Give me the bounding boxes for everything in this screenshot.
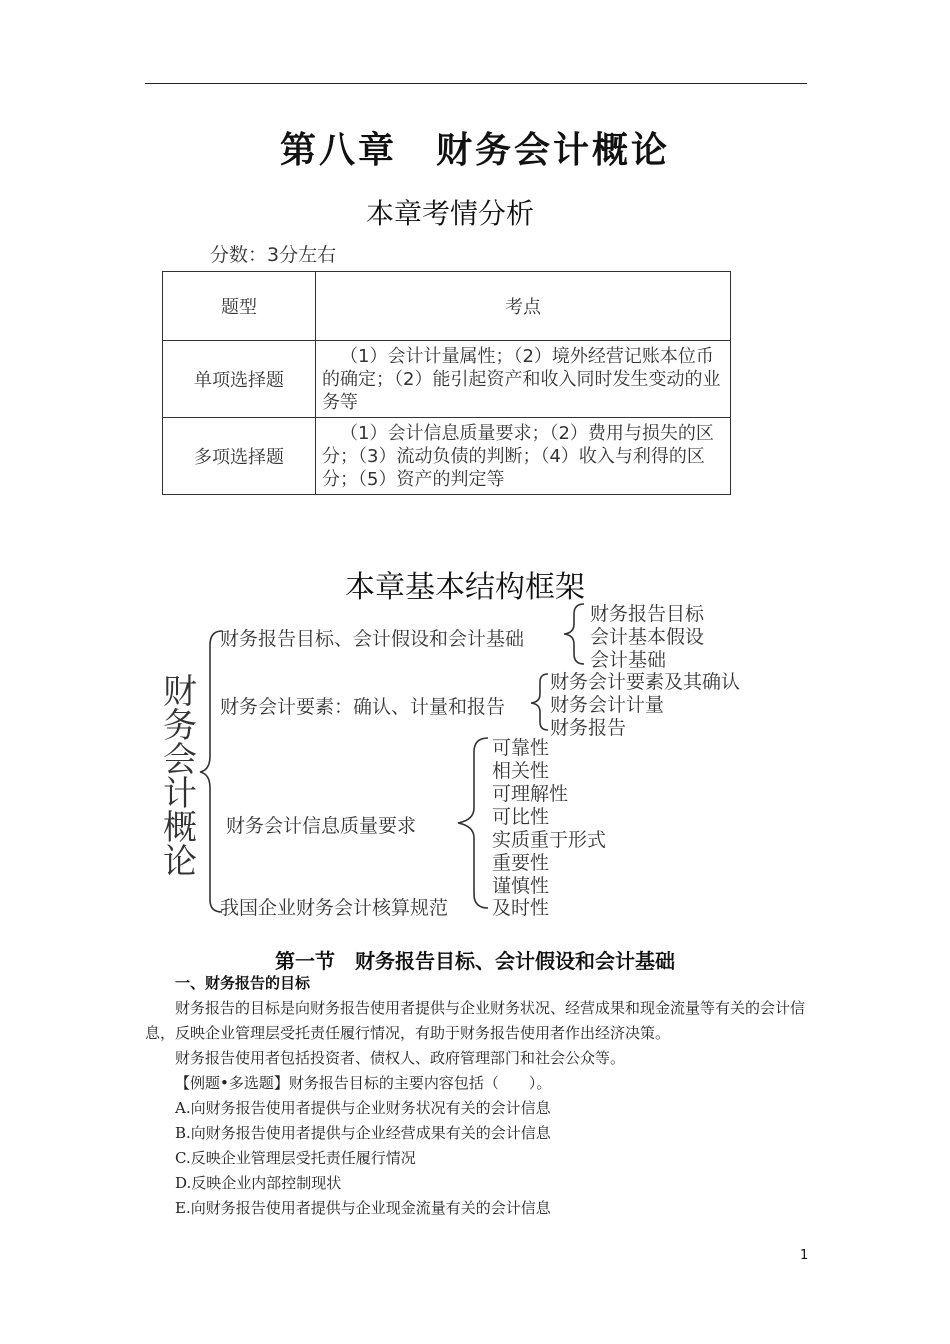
branch-label: 财务报告目标、会计假设和会计基础: [220, 628, 525, 650]
root-char: 计: [163, 774, 197, 814]
leaf-item: 可比性: [492, 806, 550, 828]
option-d: D.反映企业内部控制现状: [175, 1174, 342, 1192]
score-text: 分数：3分左右: [210, 244, 337, 266]
table-cell-points: （1）会计计量属性；（2）境外经营记账本位币的确定；（2）能引起资产和收入同时发生变动的业务等: [316, 341, 731, 418]
root-brace: [200, 631, 222, 912]
subsection-title: 一、财务报告的目标: [175, 974, 311, 992]
leaf-item: 重要性: [492, 852, 550, 874]
table-header-points: 考点: [316, 272, 731, 341]
branch-3-brace: [458, 738, 488, 908]
framework-title: 本章基本结构框架: [345, 570, 585, 605]
chapter-title: 第八章 财务会计概论: [279, 129, 670, 171]
table-cell-type: 单项选择题: [163, 341, 316, 418]
leaf-item: 及时性: [492, 897, 550, 919]
paragraph: 财务报告使用者包括投资者、债权人、政府管理部门和社会公众等。: [175, 1049, 626, 1067]
option-e: E.向财务报告使用者提供与企业现金流量有关的会计信息: [175, 1199, 551, 1217]
root-char: 会: [163, 740, 197, 780]
table-cell-points: （1）会计信息质量要求；（2）费用与损失的区分；（3）流动负债的判断；（4）收入与利得的区分；（5）资产的判定等: [316, 418, 731, 495]
leaf-item: 可理解性: [492, 783, 569, 805]
root-char: 务: [163, 706, 197, 746]
paragraph: 财务报告的目标是向财务报告使用者提供与企业财务状况、经营成果和现金流量等有关的会计信息，反映企业管理层受托责任履行情况，有助于财务报告使用者作出经济决策。: [145, 999, 806, 1042]
branch-label: 财务会计信息质量要求: [226, 815, 417, 837]
section-title: 第一节 财务报告目标、会计假设和会计基础: [275, 949, 675, 973]
branch-1-brace: [564, 604, 584, 664]
leaf-item: 实质重于形式: [492, 829, 607, 851]
option-a: A.向财务报告使用者提供与企业财务状况有关的会计信息: [175, 1099, 551, 1117]
branch-2-brace: [531, 674, 548, 730]
leaf-item: 相关性: [492, 760, 550, 782]
option-b: B.向财务报告使用者提供与企业经营成果有关的会计信息: [175, 1124, 551, 1142]
branch-label: 我国企业财务会计核算规范: [220, 897, 449, 919]
leaf-item: 可靠性: [492, 737, 550, 759]
option-c: C.反映企业管理层受托责任履行情况: [175, 1149, 416, 1167]
leaf-item: 财务会计计量: [550, 694, 665, 716]
root-char: 论: [163, 842, 197, 882]
root-char: 概: [163, 808, 197, 848]
leaf-item: 会计基础: [590, 649, 667, 671]
leaf-item: 会计基本假设: [590, 626, 705, 648]
leaf-item: 财务会计要素及其确认: [550, 671, 741, 693]
branch-label: 财务会计要素：确认、计量和报告: [220, 696, 506, 718]
example-question: 【例题•多选题】财务报告目标的主要内容包括（ ）。: [175, 1074, 552, 1092]
table-header-type: 题型: [163, 272, 316, 341]
leaf-item: 财务报告: [550, 717, 627, 739]
table-cell-type: 多项选择题: [163, 418, 316, 495]
leaf-item: 财务报告目标: [590, 603, 705, 625]
root-char: 财: [163, 672, 197, 712]
leaf-item: 谨慎性: [492, 875, 550, 897]
page-number: 1: [800, 1248, 809, 1263]
analysis-title: 本章考情分析: [365, 197, 534, 230]
